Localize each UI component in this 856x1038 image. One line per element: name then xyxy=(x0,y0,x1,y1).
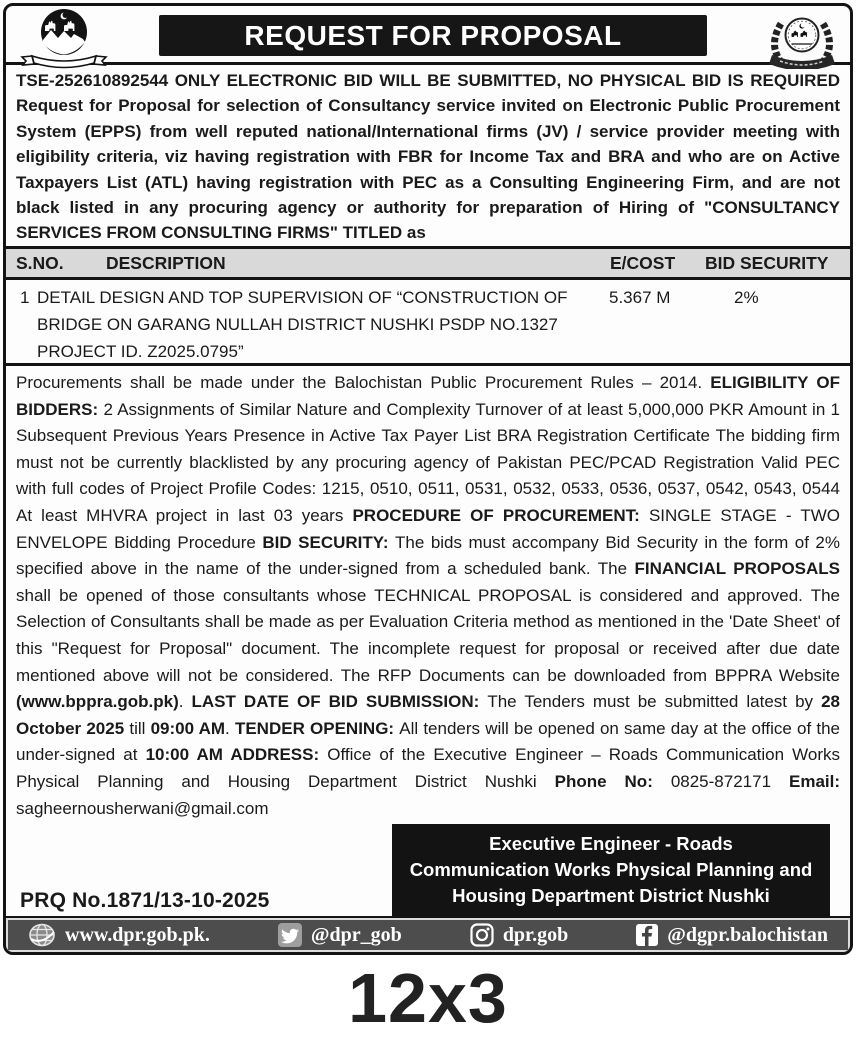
tender-notice-document xyxy=(3,3,853,955)
prq-number: PRQ No.1871/13-10-2025 xyxy=(20,889,270,912)
twitter-icon xyxy=(278,923,302,947)
footer-twitter xyxy=(278,923,402,947)
col-header-description: DESCRIPTION xyxy=(106,252,226,273)
footer-website-label: www.dpr.gob.pk. xyxy=(65,923,210,946)
globe-icon xyxy=(28,923,56,947)
footer-instagram xyxy=(470,923,568,947)
cell-bid-security: 2% xyxy=(734,288,759,307)
intro-paragraph: TSE-252610892544 ONLY ELECTRONIC BID WILL BE SUBMITTED, NO PHYSICAL BID IS REQUIRED Request for Proposal for selection of Consultancy service invited on Electronic Public Procurement System (EPPS) from well reputed national/International firms (JV) / service provider meeting with eligibility criteria, viz having registration with FBR for Income Tax and BRA and who are on Active Taxpayers List (ATL) having registration with PEC as a Consulting Engineering Firm, and are not black listed in any procuring agency or authority for preparation of Hiring of "CONSULTANCY SERVICES FROM CONSULTING FIRMS" TITLED as xyxy=(6,62,850,246)
col-header-bid-security: BID SECURITY xyxy=(705,252,829,273)
table-header-row xyxy=(6,246,850,277)
footer-facebook-label: @dgpr.balochistan xyxy=(667,923,828,946)
document-header xyxy=(6,6,850,62)
table-row xyxy=(6,277,850,363)
balochistan-government-emblem-icon xyxy=(14,7,114,74)
signature-line: Housing Department District Nushki xyxy=(452,885,770,906)
footer-instagram-label: dpr.gob xyxy=(502,923,569,946)
page-title: REQUEST FOR PROPOSAL xyxy=(159,15,707,56)
cell-sno: 1 xyxy=(20,288,30,307)
cell-description: DETAIL DESIGN AND TOP SUPERVISION OF “CONSTRUCTION OF BRIDGE ON GARANG NULLAH DISTRICT NUSHKI PSDP NO.1327 PROJECT ID. Z2025.0795” xyxy=(37,288,568,361)
signature-line: Executive Engineer - Roads xyxy=(489,833,733,854)
signature-line: Communication Works Physical Planning and xyxy=(409,859,813,880)
footer-facebook xyxy=(636,924,828,947)
instagram-icon xyxy=(470,923,494,947)
footer-website xyxy=(28,923,210,947)
col-header-sno: S.NO. xyxy=(16,252,64,273)
terms-paragraph: Procurements shall be made under the Balochistan Public Procurement Rules – 2014. ELIGIBILITY OF BIDDERS: 2 Assignments of Similar Nature and Complexity Turnover of at least 5,000,000 PKR Amount in 1 Subsequent Previous Years Presence in Active Tax Payer List BRA Registration Certificate The bidding firm must not be currently blacklisted by any procuring agency of Pakistan PEC/PCAD Registration Valid PEC with full codes of Project Profile Codes: 1215, 0510, 0511, 0531, 0532, 0533, 0536, 0537, 0542, 0543, 0544 At least MHVRA project in last 03 years PROCEDURE OF PROCUREMENT: SINGLE STAGE - TWO ENVELOPE Bidding Procedure BID SECURITY: The bids must accompany Bid Security in the form of 2% specified above in the name of the under-signed from a scheduled bank. The FINANCIAL PROPOSALS shall be opened of those consultants whose TECHNICAL PROPOSAL is considered and approved. The Selection of Consultants shall be made as per Evaluation Criteria method as mentioned in the 'Date Sheet' of this "Request for Proposal" document. The incomplete request for proposal or received after due date mentioned above will not be considered. The RFP Documents can be downloaded from BPPRA Website (www.bppra.gob.pk). LAST DATE OF BID SUBMISSION: The Tenders must be submitted latest by 28 October 2025 till 09:00 AM. TENDER OPENING: All tenders will be opened on same day at the office of the under-signed at 10:00 AM ADDRESS: Office of the Executive Engineer – Roads Communication Works Physical Planning and Housing Department District Nushki Phone No: 0825-872171 Email: sagheernousherwani@gmail.com xyxy=(6,363,850,818)
footer-twitter-label: @dpr_gob xyxy=(310,923,402,946)
dgpr-balochistan-emblem-icon xyxy=(758,7,846,74)
cell-ecost: 5.367 M xyxy=(609,288,671,307)
ad-size-marker: 12x3 xyxy=(348,959,508,1037)
footer-bar xyxy=(6,916,850,952)
facebook-icon xyxy=(636,924,658,946)
col-header-ecost: E/COST xyxy=(610,252,676,273)
signature-block xyxy=(392,824,830,916)
bottom-strip xyxy=(6,818,850,916)
